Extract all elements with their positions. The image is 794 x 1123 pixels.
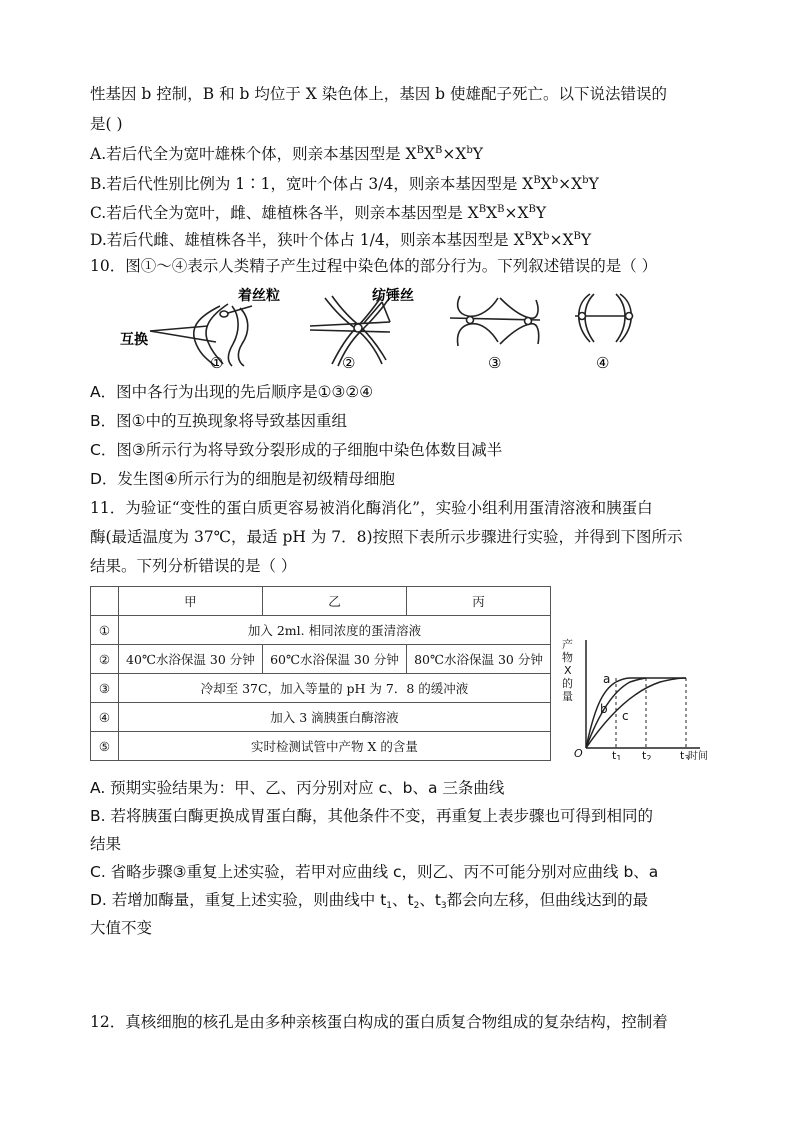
centromere-mark [626, 313, 633, 320]
question-11-stem-line-3: 结果。下列分析错误的是（ ） [90, 557, 297, 575]
question-11-stem-line-2: 酶(最适温度为 37℃，最适 pH 为 7．8)按照下表所示步骤进行实验，并得到下图所示 [90, 528, 683, 546]
allele-sup: b [582, 175, 589, 186]
curve-label-b: b [600, 702, 608, 716]
allele-sup: b [543, 231, 550, 242]
allele-sup: B [524, 231, 532, 242]
question-10-option-d: D．发生图④所示行为的细胞是初级精母细胞 [90, 470, 395, 488]
step-cell: 80℃水浴保温 30 分钟 [406, 645, 550, 674]
curve-label-a: a [603, 672, 611, 686]
question-11-option-a: A. 预期实验结果为：甲、乙、丙分别对应 c、b、a 三条曲线 [90, 779, 505, 797]
figure-1-crossover [150, 304, 252, 366]
option-text: B.若后代性别比例为 1∶1，宽叶个体占 3/4，则亲本基因型是 X [90, 175, 534, 193]
label-pointer [228, 306, 252, 313]
allele-sup: b [466, 145, 473, 156]
centromere-mark [525, 318, 532, 325]
option-text: Y [472, 145, 484, 163]
subscript: 1 [386, 901, 393, 911]
chromatid [616, 294, 625, 342]
step-number: ① [91, 616, 119, 645]
figure-number-1: ① [210, 354, 224, 372]
question-12-stem: 12．真核细胞的核孔是由多种亲核蛋白构成的蛋白质复合物组成的复杂结构，控制着 [90, 1013, 668, 1031]
centromere-mark [220, 311, 228, 317]
question-11-option-d-cont: 大值不变 [90, 919, 153, 937]
option-text: ×X [442, 145, 467, 163]
option-text: Y [535, 204, 547, 222]
tick-t1: t1 [612, 749, 622, 760]
spindle-fiber [310, 330, 390, 332]
question-11-option-c: C. 省略步骤③重复上述实验，若甲对应曲线 c，则乙、丙不可能分别对应曲线 b、a [90, 863, 659, 881]
step-number: ② [91, 645, 119, 674]
option-text: D.若后代雌、雄植株各半，狭叶个体占 1/4，则亲本基因型是 X [90, 231, 525, 249]
y-label-char: 产 [562, 638, 573, 651]
allele-sup: B [497, 204, 505, 215]
chromatid [228, 306, 238, 366]
table-row [91, 732, 551, 761]
label-pointer [150, 326, 208, 331]
label-pointer [364, 302, 382, 323]
question-9-stem-line-2: 是( ) [90, 115, 123, 133]
question-9-option-a [90, 144, 483, 164]
allele-sup: B [478, 204, 487, 215]
option-text: ×X [504, 204, 529, 222]
allele-sup: B [573, 231, 581, 242]
chromatid [585, 294, 594, 342]
option-text: Y [588, 175, 599, 193]
figure-3-anaphase-i [450, 296, 540, 346]
chromosome-behavior-figure [120, 286, 640, 372]
option-text: A.若后代全为宽叶雄株个体，则亲本基因型是 X [90, 145, 417, 163]
figure-4-anaphase-ii [575, 294, 633, 342]
table-row [91, 616, 551, 645]
figure-number-4: ④ [596, 354, 610, 372]
centromere-mark [579, 313, 586, 320]
table-header-row [91, 587, 551, 616]
label-spindle: 纺锤丝 [372, 288, 414, 304]
question-11-stem-line-1: 11．为验证“变性的蛋白质更容易被消化酶消化”，实验小组利用蛋清溶液和胰蛋白 [90, 499, 653, 517]
centromere-mark [354, 324, 362, 332]
chromatid [500, 324, 539, 344]
label-pointer [382, 302, 390, 322]
question-11-option-d [90, 890, 648, 910]
table-header: 乙 [262, 587, 406, 616]
question-9-stem-line-1: 性基因 b 控制，B 和 b 均位于 X 染色体上，基因 b 使雄配子死亡。以下说法错误的 [90, 85, 668, 103]
step-cell: 40℃水浴保温 30 分钟 [118, 645, 262, 674]
x-axis-label: 时间 [688, 751, 708, 760]
option-text: X [423, 145, 435, 163]
chromatid [500, 298, 538, 318]
figure-number-2: ② [342, 354, 356, 372]
chromatid [238, 308, 247, 366]
option-text: D. 若增加酶量，重复上述实验，则曲线中 t [90, 891, 387, 909]
label-centromere: 着丝粒 [238, 288, 280, 304]
allele-sup: B [528, 204, 536, 215]
origin-label: O [574, 747, 583, 760]
question-9-option-b [90, 174, 599, 194]
chromatid [458, 296, 498, 316]
allele-sup: b [551, 175, 559, 186]
question-10-stem: 10．图①～④表示人类精子产生过程中染色体的部分行为。下列叙述错误的是（ ） [90, 257, 658, 275]
question-11-option-b-cont: 结果 [90, 835, 122, 853]
allele-sup: B [533, 175, 541, 186]
y-label-char: 物 [562, 651, 573, 664]
table-row [91, 703, 551, 732]
tick-t3: t3 [680, 749, 690, 760]
y-label-char: X [564, 664, 572, 677]
table-cell [91, 587, 119, 616]
option-text: X [532, 231, 544, 249]
chromatid [458, 324, 499, 346]
option-text: 、t [392, 891, 414, 909]
option-text: Y [580, 231, 592, 249]
question-10-option-a: A．图中各行为出现的先后顺序是①③②④ [90, 383, 374, 401]
step-number: ④ [91, 703, 119, 732]
step-text: 加入 3 滴胰蛋白酶溶液 [118, 703, 550, 732]
question-9-option-d [90, 230, 591, 250]
allele-sup: B [435, 145, 443, 156]
table-row [91, 645, 551, 674]
option-text: 都会向左移，但曲线达到的最 [446, 891, 649, 909]
step-text: 加入 2ml. 相同浓度的蛋清溶液 [118, 616, 550, 645]
y-label-char: 的 [562, 677, 573, 690]
step-number: ③ [91, 674, 119, 703]
step-text: 冷却至 37C，加入等量的 pH 为 7．8 的缓冲液 [118, 674, 550, 703]
question-10-option-b: B．图①中的互换现象将导致基因重组 [90, 412, 348, 430]
subscript: 2 [413, 901, 420, 911]
table-row [91, 674, 551, 703]
centromere-mark [467, 317, 474, 324]
table-header: 甲 [118, 587, 262, 616]
option-text: X [486, 204, 498, 222]
label-crossover: 互换 [120, 332, 148, 348]
experiment-table [90, 586, 551, 761]
question-11-option-b: B. 若将胰蛋白酶更换成胃蛋白酶，其他条件不变，再重复上表步骤也可得到相同的 [90, 807, 653, 825]
curve-label-c: c [622, 709, 629, 723]
tick-t2: t2 [642, 749, 652, 760]
option-text: C.若后代全为宽叶，雌、雄植株各半，则亲本基因型是 X [90, 204, 479, 222]
option-text: X [540, 175, 552, 193]
step-text: 实时检测试管中产物 X 的含量 [118, 732, 550, 761]
option-text: ×X [558, 175, 583, 193]
figure-number-3: ③ [488, 354, 502, 372]
subscript: 3 [440, 901, 447, 911]
option-text: ×X [549, 231, 574, 249]
product-x-graph [560, 630, 710, 760]
step-number: ⑤ [91, 732, 119, 761]
question-9-option-c [90, 203, 546, 223]
table-header: 丙 [406, 587, 550, 616]
step-cell: 60℃水浴保温 30 分钟 [262, 645, 406, 674]
allele-sup: B [416, 145, 424, 156]
y-label-char: 量 [562, 690, 573, 703]
question-10-option-c: C．图③所示行为将导致分裂形成的子细胞中染色体数目减半 [90, 441, 503, 459]
option-text: 、t [419, 891, 441, 909]
